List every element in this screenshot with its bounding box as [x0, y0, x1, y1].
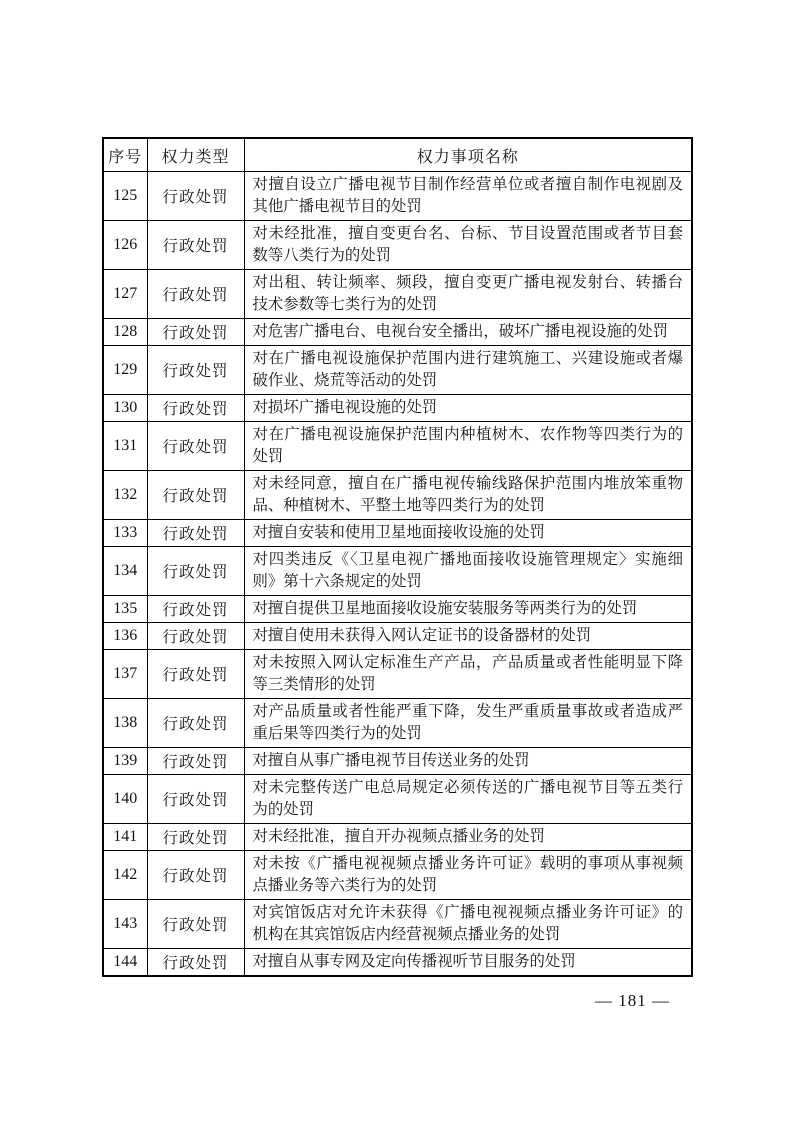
row-power-type-cell: 行政处罚 — [147, 520, 244, 547]
table-row — [103, 623, 692, 650]
table-row — [103, 748, 692, 775]
row-power-type-cell: 行政处罚 — [147, 422, 244, 471]
row-power-type-cell: 行政处罚 — [147, 395, 244, 422]
row-power-item-name-cell: 对未经批准，擅自变更台名、台标、节目设置范围或者节目套数等八类行为的处罚 — [244, 221, 692, 270]
row-power-item-name-cell: 对未按《广播电视视频点播业务许可证》载明的事项从事视频点播业务等六类行为的处罚 — [244, 851, 692, 900]
row-index-cell: 126 — [103, 221, 147, 270]
row-index-cell: 141 — [103, 824, 147, 851]
row-index-cell: 131 — [103, 422, 147, 471]
row-power-type-cell: 行政处罚 — [147, 270, 244, 319]
row-power-type-cell: 行政处罚 — [147, 623, 244, 650]
row-index-cell: 137 — [103, 650, 147, 699]
row-power-type-cell: 行政处罚 — [147, 471, 244, 520]
row-power-type-cell: 行政处罚 — [147, 346, 244, 395]
column-header-power-type: 权力类型 — [147, 138, 244, 172]
row-index-cell: 130 — [103, 395, 147, 422]
row-power-type-cell: 行政处罚 — [147, 851, 244, 900]
table-row — [103, 346, 692, 395]
table-row — [103, 547, 692, 596]
table-row — [103, 520, 692, 547]
table-row — [103, 422, 692, 471]
page-number: — 181 — — [595, 991, 670, 1010]
row-power-type-cell: 行政处罚 — [147, 775, 244, 824]
row-index-cell: 129 — [103, 346, 147, 395]
row-index-cell: 133 — [103, 520, 147, 547]
table-row — [103, 949, 692, 977]
row-power-type-cell: 行政处罚 — [147, 699, 244, 748]
table-row — [103, 471, 692, 520]
row-power-item-name-cell: 对宾馆饭店对允许未获得《广播电视视频点播业务许可证》的机构在其宾馆饭店内经营视频点播业务的处罚 — [244, 900, 692, 949]
row-power-type-cell: 行政处罚 — [147, 748, 244, 775]
row-power-item-name-cell: 对擅自安装和使用卫星地面接收设施的处罚 — [244, 520, 692, 547]
table-row — [103, 775, 692, 824]
table-row — [103, 596, 692, 623]
row-power-item-name-cell: 对擅自从事广播电视节目传送业务的处罚 — [244, 748, 692, 775]
row-power-item-name-cell: 对擅自从事专网及定向传播视听节目服务的处罚 — [244, 949, 692, 977]
row-index-cell: 143 — [103, 900, 147, 949]
row-index-cell: 132 — [103, 471, 147, 520]
table-row — [103, 270, 692, 319]
row-power-item-name-cell: 对未经同意，擅自在广播电视传输线路保护范围内堆放笨重物品、种植树木、平整土地等四类行为的处罚 — [244, 471, 692, 520]
row-power-type-cell: 行政处罚 — [147, 949, 244, 977]
table-row — [103, 900, 692, 949]
table-row — [103, 699, 692, 748]
table-body — [103, 172, 692, 977]
row-index-cell: 135 — [103, 596, 147, 623]
table-row — [103, 172, 692, 221]
column-header-index: 序号 — [103, 138, 147, 172]
row-power-item-name-cell: 对出租、转让频率、频段，擅自变更广播电视发射台、转播台技术参数等七类行为的处罚 — [244, 270, 692, 319]
row-power-type-cell: 行政处罚 — [147, 547, 244, 596]
row-power-item-name-cell: 对擅自使用未获得入网认定证书的设备器材的处罚 — [244, 623, 692, 650]
row-power-type-cell: 行政处罚 — [147, 900, 244, 949]
power-items-table — [102, 137, 693, 977]
row-power-item-name-cell: 对未按照入网认定标准生产产品，产品质量或者性能明显下降等三类情形的处罚 — [244, 650, 692, 699]
table-header-row — [103, 138, 692, 172]
row-index-cell: 127 — [103, 270, 147, 319]
row-power-type-cell: 行政处罚 — [147, 650, 244, 699]
row-power-item-name-cell: 对擅自提供卫星地面接收设施安装服务等两类行为的处罚 — [244, 596, 692, 623]
row-power-item-name-cell: 对四类违反《〈卫星电视广播地面接收设施管理规定〉实施细则》第十六条规定的处罚 — [244, 547, 692, 596]
row-power-type-cell: 行政处罚 — [147, 596, 244, 623]
row-power-item-name-cell: 对擅自设立广播电视节目制作经营单位或者擅自制作电视剧及其他广播电视节目的处罚 — [244, 172, 692, 221]
row-index-cell: 136 — [103, 623, 147, 650]
column-header-power-item-name: 权力事项名称 — [244, 138, 692, 172]
row-power-type-cell: 行政处罚 — [147, 172, 244, 221]
row-index-cell: 128 — [103, 319, 147, 346]
row-power-type-cell: 行政处罚 — [147, 319, 244, 346]
table-row — [103, 221, 692, 270]
row-index-cell: 125 — [103, 172, 147, 221]
row-power-item-name-cell: 对危害广播电台、电视台安全播出，破坏广播电视设施的处罚 — [244, 319, 692, 346]
table-row — [103, 395, 692, 422]
row-index-cell: 134 — [103, 547, 147, 596]
row-power-type-cell: 行政处罚 — [147, 824, 244, 851]
row-power-item-name-cell: 对产品质量或者性能严重下降，发生严重质量事故或者造成严重后果等四类行为的处罚 — [244, 699, 692, 748]
row-power-item-name-cell: 对损坏广播电视设施的处罚 — [244, 395, 692, 422]
row-power-item-name-cell: 对未完整传送广电总局规定必须传送的广播电视节目等五类行为的处罚 — [244, 775, 692, 824]
row-power-item-name-cell: 对在广播电视设施保护范围内种植树木、农作物等四类行为的处罚 — [244, 422, 692, 471]
row-index-cell: 139 — [103, 748, 147, 775]
row-index-cell: 144 — [103, 949, 147, 977]
table-row — [103, 824, 692, 851]
table-row — [103, 851, 692, 900]
table-row — [103, 650, 692, 699]
row-power-item-name-cell: 对未经批准，擅自开办视频点播业务的处罚 — [244, 824, 692, 851]
row-power-item-name-cell: 对在广播电视设施保护范围内进行建筑施工、兴建设施或者爆破作业、烧荒等活动的处罚 — [244, 346, 692, 395]
row-index-cell: 140 — [103, 775, 147, 824]
row-index-cell: 142 — [103, 851, 147, 900]
table-row — [103, 319, 692, 346]
row-index-cell: 138 — [103, 699, 147, 748]
row-power-type-cell: 行政处罚 — [147, 221, 244, 270]
